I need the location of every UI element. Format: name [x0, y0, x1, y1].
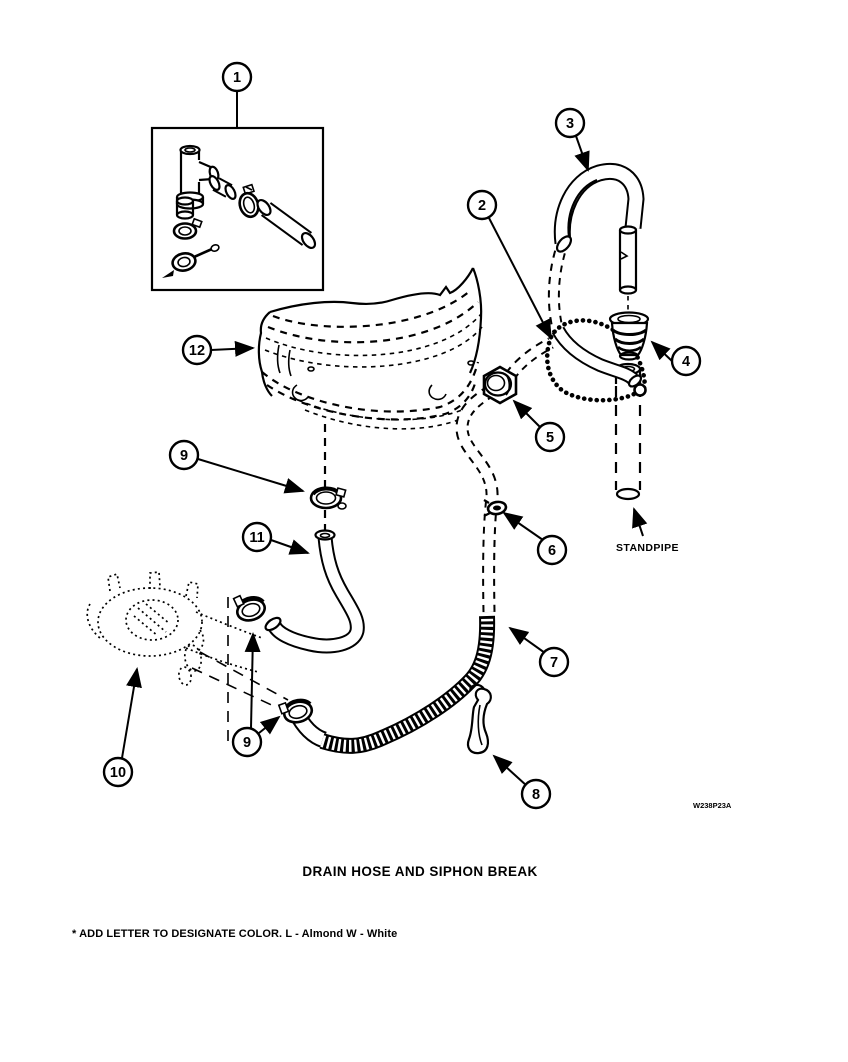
- callout-12-number: 12: [188, 343, 206, 359]
- j-hose-drawing: [263, 531, 357, 646]
- standpipe-label: STANDPIPE: [616, 542, 679, 554]
- pump-drawing: [87, 572, 262, 686]
- diagram-title: DRAIN HOSE AND SIPHON BREAK: [302, 864, 538, 879]
- callout-8: [522, 780, 550, 808]
- callout-9-upper: [170, 441, 198, 469]
- callout-2-number: 2: [477, 198, 487, 214]
- callout-10: [104, 758, 132, 786]
- callout-2: [468, 191, 496, 219]
- color-footnote: * ADD LETTER TO DESIGNATE COLOR. L - Almond W - White: [72, 928, 398, 940]
- corrugated-hose-drawing: [287, 616, 487, 746]
- callout-6: [538, 536, 566, 564]
- callout-4-number: 4: [681, 354, 691, 370]
- callout-8-number: 8: [531, 787, 541, 803]
- drawing-code: W238P23A: [693, 801, 732, 810]
- callout-12: [183, 336, 211, 364]
- callout-3: [556, 109, 584, 137]
- callout-1-number: 1: [232, 70, 242, 86]
- callout-11-number: 11: [249, 530, 265, 546]
- callout-7: [540, 648, 568, 676]
- callout-4: [672, 347, 700, 375]
- hex-nut-drawing: [484, 367, 516, 403]
- callout-6-number: 6: [547, 543, 557, 559]
- hose-clip-drawing: [468, 685, 491, 753]
- callout-5-number: 5: [545, 430, 555, 446]
- callout-10-number: 10: [109, 765, 127, 781]
- hose-clamp-upper-drawing: [311, 488, 346, 509]
- callout-3-number: 3: [565, 116, 575, 132]
- callout-9-lower-number: 9: [242, 735, 252, 751]
- callout-5: [536, 423, 564, 451]
- callout-9-upper-number: 9: [179, 448, 189, 464]
- callout-9-lower: [233, 728, 261, 756]
- small-clamp-drawing: [484, 500, 507, 516]
- callout-7-number: 7: [549, 655, 559, 671]
- callout-1: [223, 63, 251, 91]
- siphon-break-drawing: [610, 313, 648, 360]
- tub-cover-drawing: [259, 268, 482, 429]
- parts-kit-box: [152, 128, 323, 290]
- callout-11: [243, 523, 271, 551]
- hose-clamp-left-drawing: [234, 596, 268, 624]
- gooseneck-hook-drawing: [554, 171, 636, 334]
